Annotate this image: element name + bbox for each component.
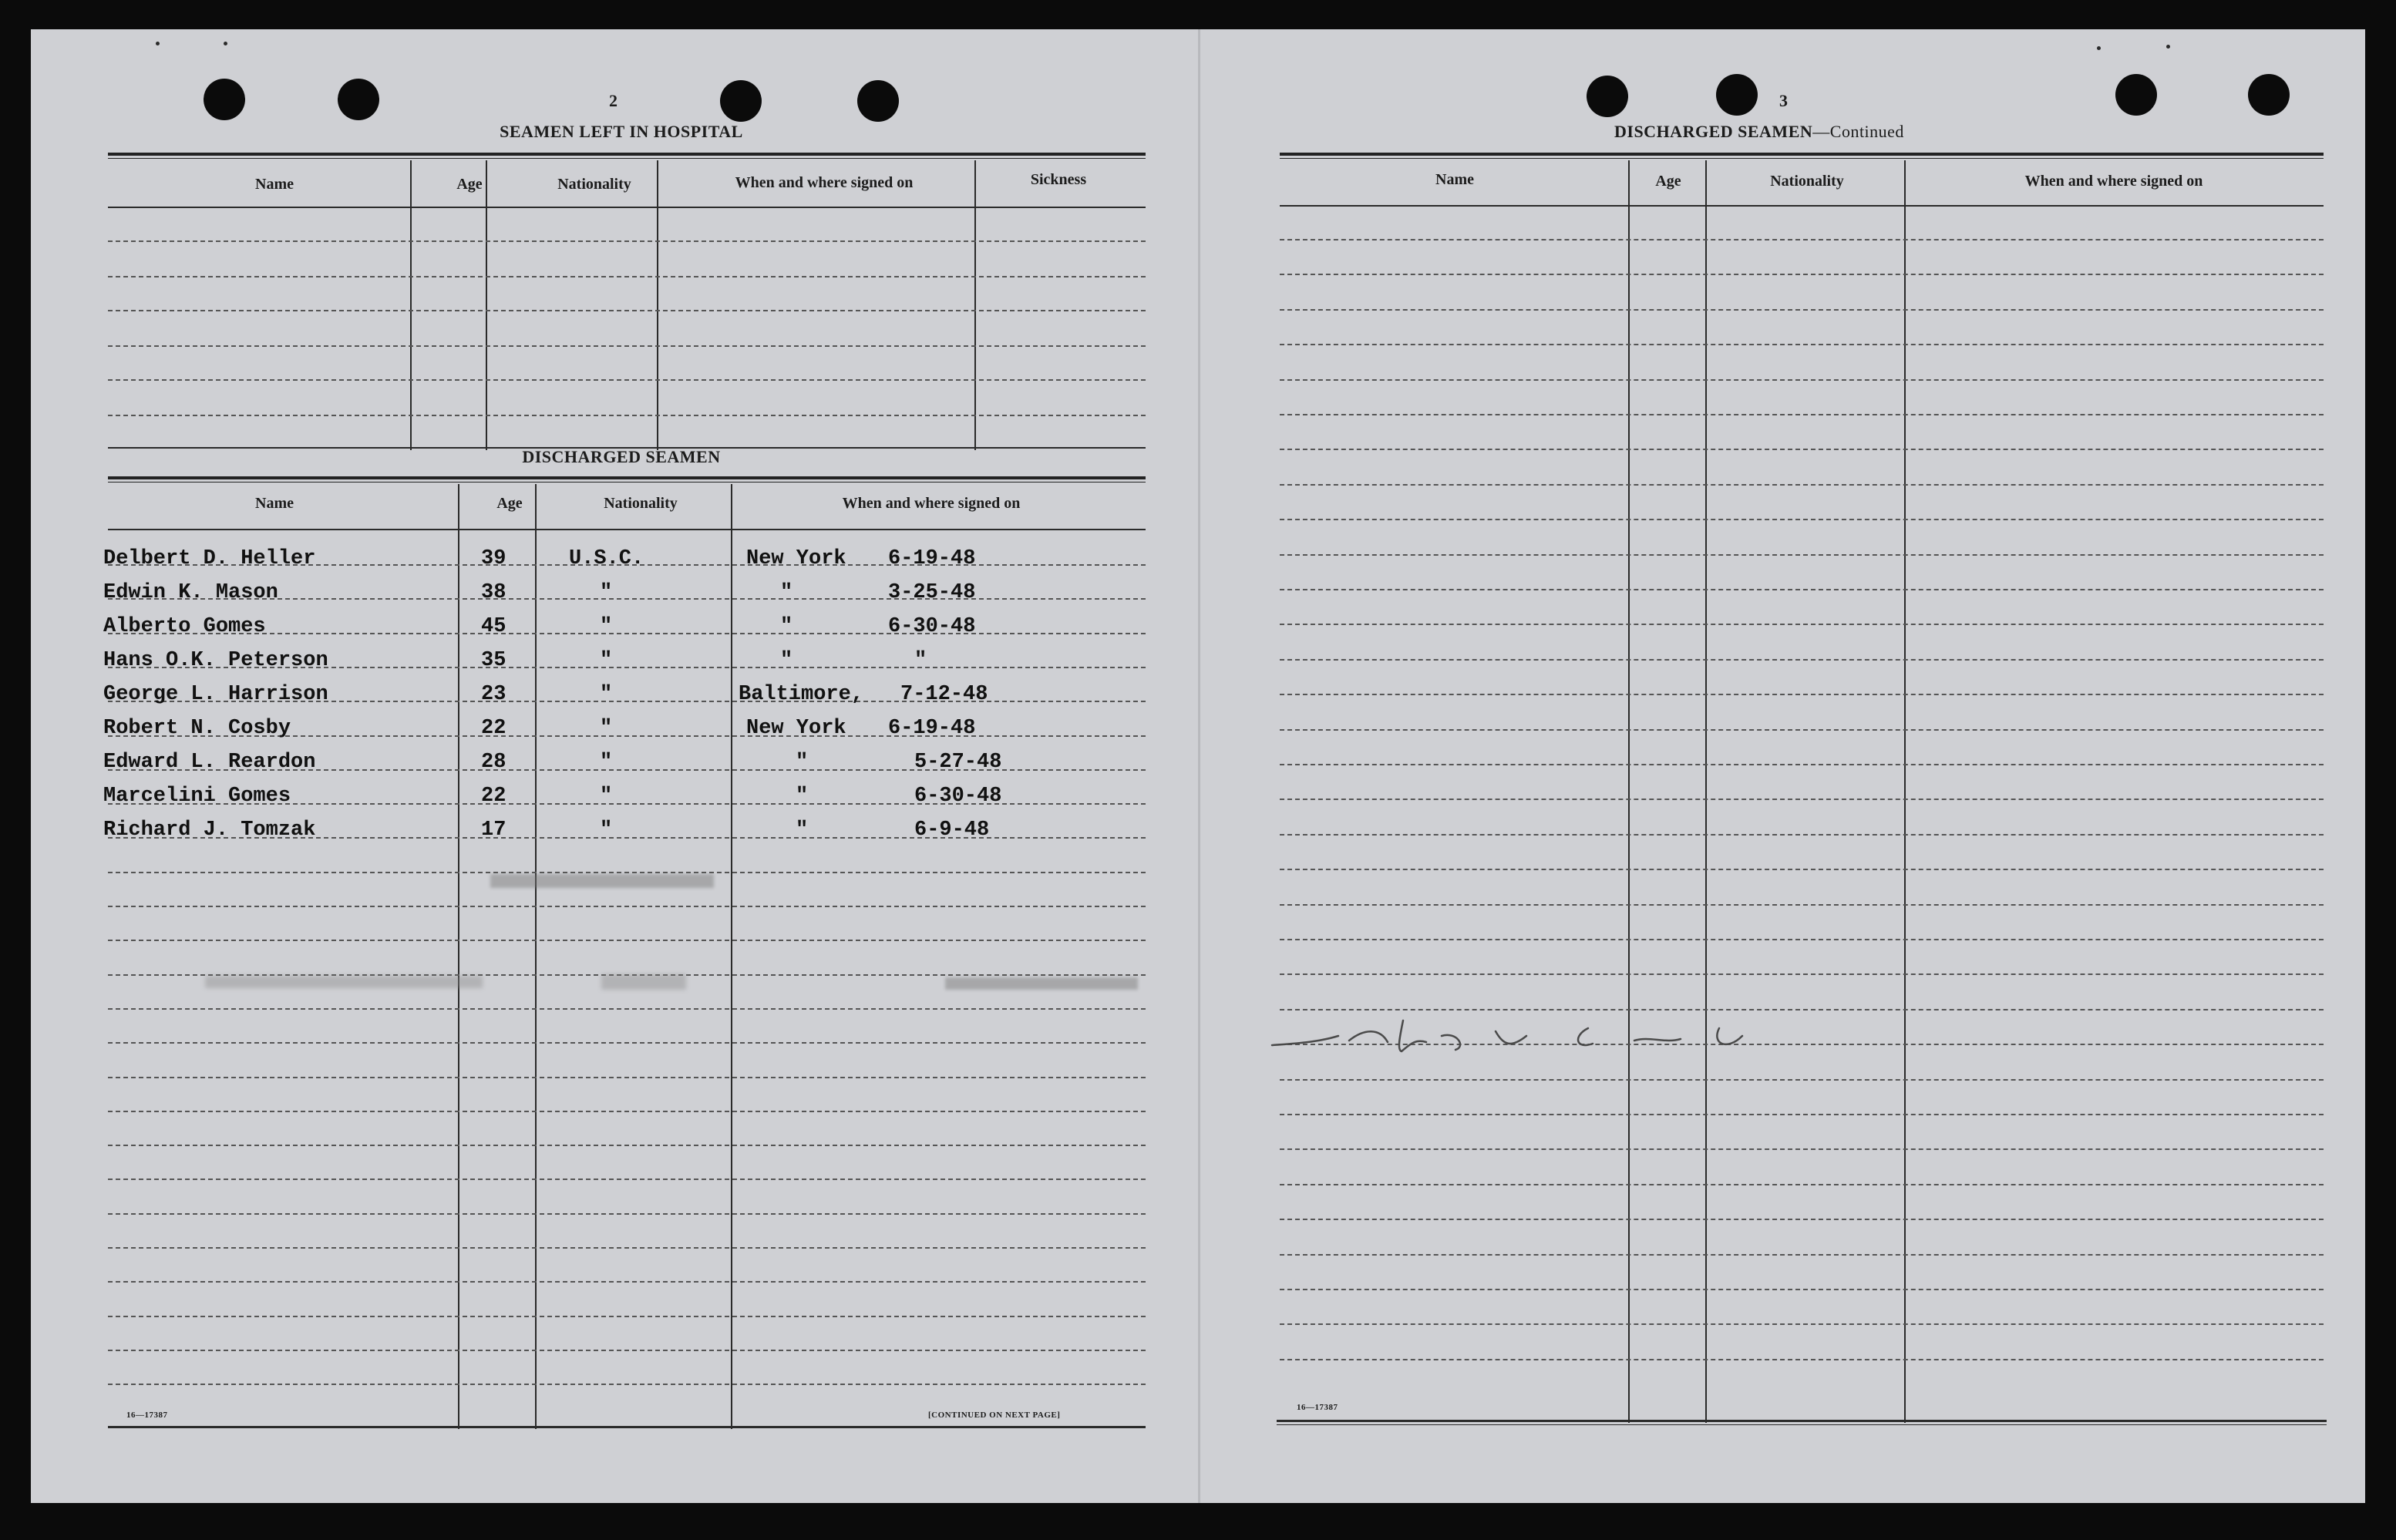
column-divider — [486, 160, 487, 450]
seaman-age: 35 — [481, 649, 506, 672]
seaman-name: Alberto Gomes — [103, 615, 266, 638]
speck — [2097, 46, 2101, 50]
speck — [156, 42, 160, 45]
column-divider — [1904, 160, 1906, 1423]
ruled-line — [1280, 309, 2324, 311]
column-header-sickness: Sickness — [1030, 171, 1087, 188]
signed-on-place: " — [780, 581, 793, 604]
header-underline — [1280, 205, 2324, 207]
ruled-line — [108, 1247, 1146, 1249]
header-underline — [108, 207, 1146, 208]
seaman-nationality: U.S.C. — [569, 547, 644, 570]
ruled-line — [1280, 414, 2324, 415]
ruled-line — [1280, 1114, 2324, 1115]
column-divider — [974, 160, 976, 450]
continued-note: [CONTINUED ON NEXT PAGE] — [928, 1411, 1061, 1420]
speck — [224, 42, 227, 45]
ruled-line — [1280, 939, 2324, 940]
form-number: 16—17387 — [126, 1411, 168, 1420]
ruled-line — [108, 1281, 1146, 1283]
ruled-line — [1280, 554, 2324, 556]
column-header-signed-on: When and where signed on — [2024, 173, 2203, 190]
ruled-line — [108, 1111, 1146, 1112]
seaman-age: 23 — [481, 683, 506, 706]
column-header-name: Name — [1435, 171, 1474, 188]
column-header-name: Name — [255, 495, 294, 512]
discharged-section-title: DISCHARGED SEAMEN — [522, 447, 721, 466]
ruled-line — [108, 276, 1146, 277]
ruled-line — [108, 240, 1146, 242]
ruled-line — [1280, 1219, 2324, 1220]
seaman-age: 17 — [481, 819, 506, 842]
column-divider — [731, 484, 732, 1429]
ruled-line — [1280, 1148, 2324, 1150]
column-header-name: Name — [255, 176, 294, 193]
double-rule — [1280, 153, 2324, 156]
column-divider — [1628, 160, 1630, 1423]
ruled-line — [108, 906, 1146, 907]
column-divider — [458, 484, 459, 1429]
page-number: 2 — [609, 91, 618, 110]
ruled-line — [1280, 834, 2324, 836]
seaman-age: 22 — [481, 717, 506, 740]
column-header-nationality: Nationality — [1770, 173, 1844, 190]
punch-hole — [1587, 76, 1628, 117]
seaman-age: 38 — [481, 581, 506, 604]
ruled-line — [108, 1008, 1146, 1010]
table-bottom-rule — [108, 1426, 1146, 1428]
seaman-nationality: " — [600, 581, 613, 604]
signed-on-place: " — [796, 751, 809, 774]
seaman-nationality: " — [600, 615, 613, 638]
ruled-line — [1280, 239, 2324, 240]
signed-on-date: " — [914, 649, 927, 672]
column-divider — [1705, 160, 1707, 1423]
signed-on-place: " — [780, 615, 793, 638]
column-divider — [410, 160, 412, 450]
signed-on-date: 3-25-48 — [888, 581, 976, 604]
ruled-line — [1280, 344, 2324, 345]
right-title-main: DISCHARGED SEAMEN — [1614, 122, 1813, 141]
column-header-age: Age — [456, 176, 483, 193]
seaman-name: Robert N. Cosby — [103, 717, 291, 740]
ruled-line — [1280, 519, 2324, 520]
ruled-line — [1280, 624, 2324, 625]
ruled-line — [108, 1316, 1146, 1317]
seaman-name: Hans O.K. Peterson — [103, 649, 328, 672]
speck — [2166, 45, 2170, 49]
seaman-name: Delbert D. Heller — [103, 547, 316, 570]
signed-on-date: 6-30-48 — [888, 615, 976, 638]
ruled-line — [108, 1350, 1146, 1351]
ruled-line — [1280, 379, 2324, 381]
bleed-through-smudge — [601, 974, 686, 990]
ruled-line — [1280, 1254, 2324, 1256]
ruled-line — [1280, 694, 2324, 695]
signed-on-place: " — [796, 819, 809, 842]
ruled-line — [1280, 274, 2324, 275]
seaman-age: 22 — [481, 785, 506, 808]
ruled-line — [1280, 1359, 2324, 1360]
signed-on-date: 6-19-48 — [888, 717, 976, 740]
signed-on-place: " — [796, 785, 809, 808]
ruled-line — [1280, 729, 2324, 731]
ruled-line — [108, 1077, 1146, 1078]
ruled-line — [1280, 973, 2324, 975]
ruled-line — [1280, 1289, 2324, 1290]
form-number: 16—17387 — [1297, 1403, 1338, 1412]
column-divider — [657, 160, 658, 450]
table-bottom-rule — [1277, 1420, 2327, 1422]
right-section-title — [1614, 122, 1904, 142]
signed-on-date: 6-9-48 — [914, 819, 990, 842]
seaman-nationality: " — [600, 751, 613, 774]
punch-hole — [2248, 74, 2290, 116]
ruled-line — [108, 1213, 1146, 1215]
column-header-age: Age — [496, 495, 523, 512]
ruled-line — [108, 1179, 1146, 1180]
signed-on-place: Baltimore, — [739, 683, 864, 706]
punch-hole — [857, 80, 899, 122]
ruled-line — [108, 345, 1146, 347]
ruled-line — [108, 379, 1146, 381]
signed-on-date: 7-12-48 — [900, 683, 988, 706]
ruled-line — [1280, 869, 2324, 870]
signed-on-date: 6-19-48 — [888, 547, 976, 570]
signed-on-place: New York — [746, 717, 846, 740]
ruled-line — [1280, 484, 2324, 486]
pencil-scribble — [1264, 1005, 1804, 1067]
double-rule — [108, 476, 1146, 479]
seaman-name: Richard J. Tomzak — [103, 819, 316, 842]
ruled-line — [1280, 764, 2324, 765]
seaman-age: 39 — [481, 547, 506, 570]
ruled-line — [108, 940, 1146, 941]
column-divider — [535, 484, 537, 1429]
column-header-nationality: Nationality — [557, 176, 631, 193]
ruled-line — [1280, 799, 2324, 800]
header-underline — [108, 529, 1146, 530]
bleed-through-smudge — [205, 976, 483, 988]
seaman-nationality: " — [600, 649, 613, 672]
punch-hole — [338, 79, 379, 120]
ruled-line — [1280, 449, 2324, 450]
column-header-signed-on: When and where signed on — [842, 495, 1021, 512]
seaman-name: Edward L. Reardon — [103, 751, 316, 774]
bleed-through-smudge — [945, 977, 1138, 990]
punch-hole — [1716, 74, 1758, 116]
bleed-through-smudge — [490, 874, 714, 888]
double-rule — [108, 153, 1146, 156]
seaman-age: 45 — [481, 615, 506, 638]
ruled-line — [1280, 904, 2324, 906]
punch-hole — [720, 80, 762, 122]
ruled-line — [108, 1145, 1146, 1146]
ruled-line — [108, 1384, 1146, 1385]
page-number: 3 — [1779, 91, 1788, 110]
signed-on-date: 5-27-48 — [914, 751, 1002, 774]
punch-hole — [2115, 74, 2157, 116]
seaman-nationality: " — [600, 717, 613, 740]
seaman-name: Edwin K. Mason — [103, 581, 278, 604]
ruled-line — [108, 310, 1146, 311]
seaman-name: Marcelini Gomes — [103, 785, 291, 808]
seaman-nationality: " — [600, 785, 613, 808]
seaman-age: 28 — [481, 751, 506, 774]
ruled-line — [108, 872, 1146, 873]
seaman-nationality: " — [600, 683, 613, 706]
signed-on-place: New York — [746, 547, 846, 570]
column-header-age: Age — [1655, 173, 1681, 190]
document-sheet — [31, 29, 2365, 1503]
ruled-line — [1280, 1184, 2324, 1185]
ruled-line — [1280, 589, 2324, 590]
column-header-nationality: Nationality — [604, 495, 678, 512]
page-fold — [1198, 29, 1200, 1503]
ruled-line — [1280, 1323, 2324, 1325]
column-header-signed-on: When and where signed on — [735, 174, 914, 191]
hospital-section-title: SEAMEN LEFT IN HOSPITAL — [500, 122, 743, 141]
ruled-line — [1280, 1079, 2324, 1081]
seaman-nationality: " — [600, 819, 613, 842]
table-bottom-rule — [1277, 1424, 2327, 1425]
right-title-continued: —Continued — [1812, 122, 1904, 141]
seaman-name: George L. Harrison — [103, 683, 328, 706]
punch-hole — [204, 79, 245, 120]
ruled-line — [108, 415, 1146, 416]
signed-on-place: " — [780, 649, 793, 672]
ruled-line — [108, 1042, 1146, 1044]
signed-on-date: 6-30-48 — [914, 785, 1002, 808]
ruled-line — [1280, 659, 2324, 661]
